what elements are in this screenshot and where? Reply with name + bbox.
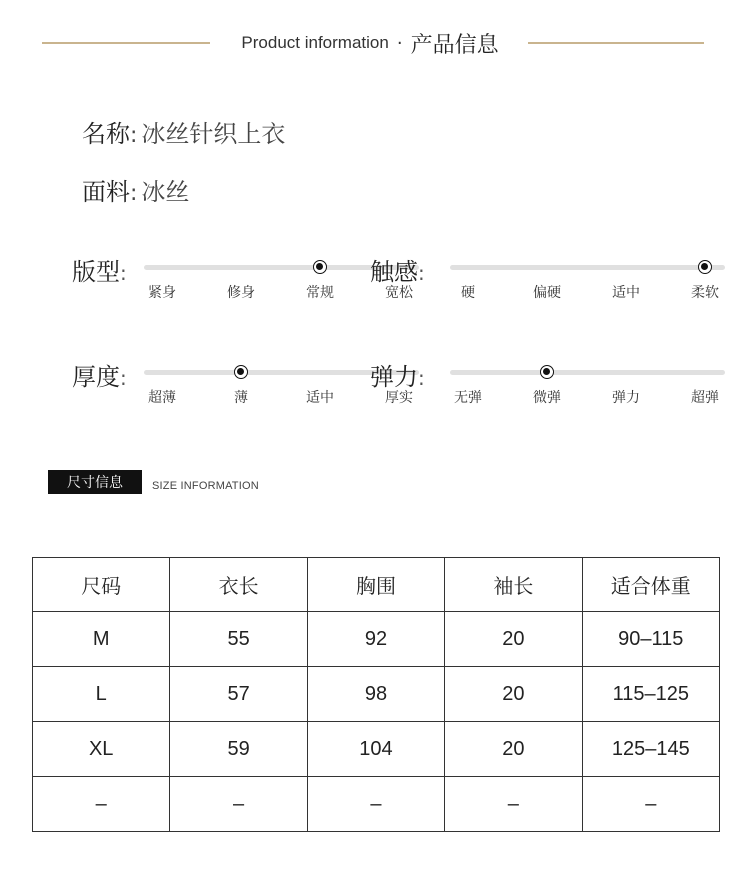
table-cell: – (307, 777, 444, 832)
header-size: 尺码 (33, 558, 170, 612)
slider-option: 超薄 (148, 390, 176, 406)
section-title (220, 30, 520, 56)
slider-option: 无弹 (454, 390, 482, 406)
table-cell: 20 (445, 612, 582, 667)
attr-touch (370, 252, 719, 312)
attr-label: 弹力: (370, 363, 425, 391)
slider-option: 超弹 (691, 390, 719, 406)
table-cell: 104 (307, 722, 444, 777)
table-cell: 115–125 (582, 667, 719, 722)
product-name-row (82, 114, 285, 146)
table-cell: L (33, 667, 170, 722)
table-cell: – (445, 777, 582, 832)
table-cell: 98 (307, 667, 444, 722)
size-table (32, 557, 720, 832)
slider-option: 弹力 (612, 390, 640, 406)
slider-option: 常规 (306, 285, 334, 301)
table-cell: – (582, 777, 719, 832)
header-divider-left (42, 42, 210, 44)
attr-label: 触感: (370, 258, 425, 286)
table-cell: 57 (170, 667, 307, 722)
slider-option: 紧身 (148, 285, 176, 301)
slider-knob (698, 260, 712, 274)
size-info-subtitle: SIZE INFORMATION (152, 480, 259, 492)
slider-track (450, 265, 725, 270)
slider-option: 修身 (227, 285, 255, 301)
product-name-value: 冰丝针织上衣 (141, 120, 286, 148)
table-cell: 20 (445, 667, 582, 722)
attr-label: 版型: (72, 258, 127, 286)
header-sleeve: 袖长 (445, 558, 582, 612)
slider-knob (313, 260, 327, 274)
slider-knob (234, 365, 248, 379)
table-row (33, 667, 720, 722)
slider-track (450, 370, 725, 375)
table-row (33, 722, 720, 777)
slider-knob (540, 365, 554, 379)
product-name-label: 名称 (82, 120, 130, 148)
fabric-value: 冰丝 (141, 178, 190, 206)
table-cell: M (33, 612, 170, 667)
table-cell: 59 (170, 722, 307, 777)
table-cell: 90–115 (582, 612, 719, 667)
attr-label: 厚度: (72, 363, 127, 391)
table-cell: 20 (445, 722, 582, 777)
title-english: Product information (241, 33, 389, 52)
table-cell: – (33, 777, 170, 832)
slider-option: 适中 (306, 390, 334, 406)
size-info-badge: 尺寸信息 (48, 470, 142, 494)
slider-option: 厚实 (385, 390, 413, 406)
slider-option: 偏硬 (533, 285, 561, 301)
slider-option: 薄 (234, 390, 248, 406)
header-length: 衣长 (170, 558, 307, 612)
fabric-label: 面料 (82, 178, 130, 206)
header-weight: 适合体重 (582, 558, 719, 612)
colon: : (130, 181, 138, 206)
slider-option: 适中 (612, 285, 640, 301)
fabric-row (82, 172, 189, 204)
slider-option: 微弹 (533, 390, 561, 406)
slider-option: 宽松 (385, 285, 413, 301)
header-divider-right (528, 42, 704, 44)
title-chinese: 产品信息 (410, 32, 499, 58)
attr-elasticity (370, 357, 719, 417)
table-header-row (33, 558, 720, 612)
slider-option: 柔软 (691, 285, 719, 301)
title-separator: · (396, 32, 403, 54)
table-row (33, 612, 720, 667)
table-cell: 55 (170, 612, 307, 667)
slider-option: 硬 (461, 285, 475, 301)
table-cell: 125–145 (582, 722, 719, 777)
table-row (33, 777, 720, 832)
table-cell: XL (33, 722, 170, 777)
table-cell: – (170, 777, 307, 832)
table-cell: 92 (307, 612, 444, 667)
header-bust: 胸围 (307, 558, 444, 612)
colon: : (130, 123, 138, 148)
